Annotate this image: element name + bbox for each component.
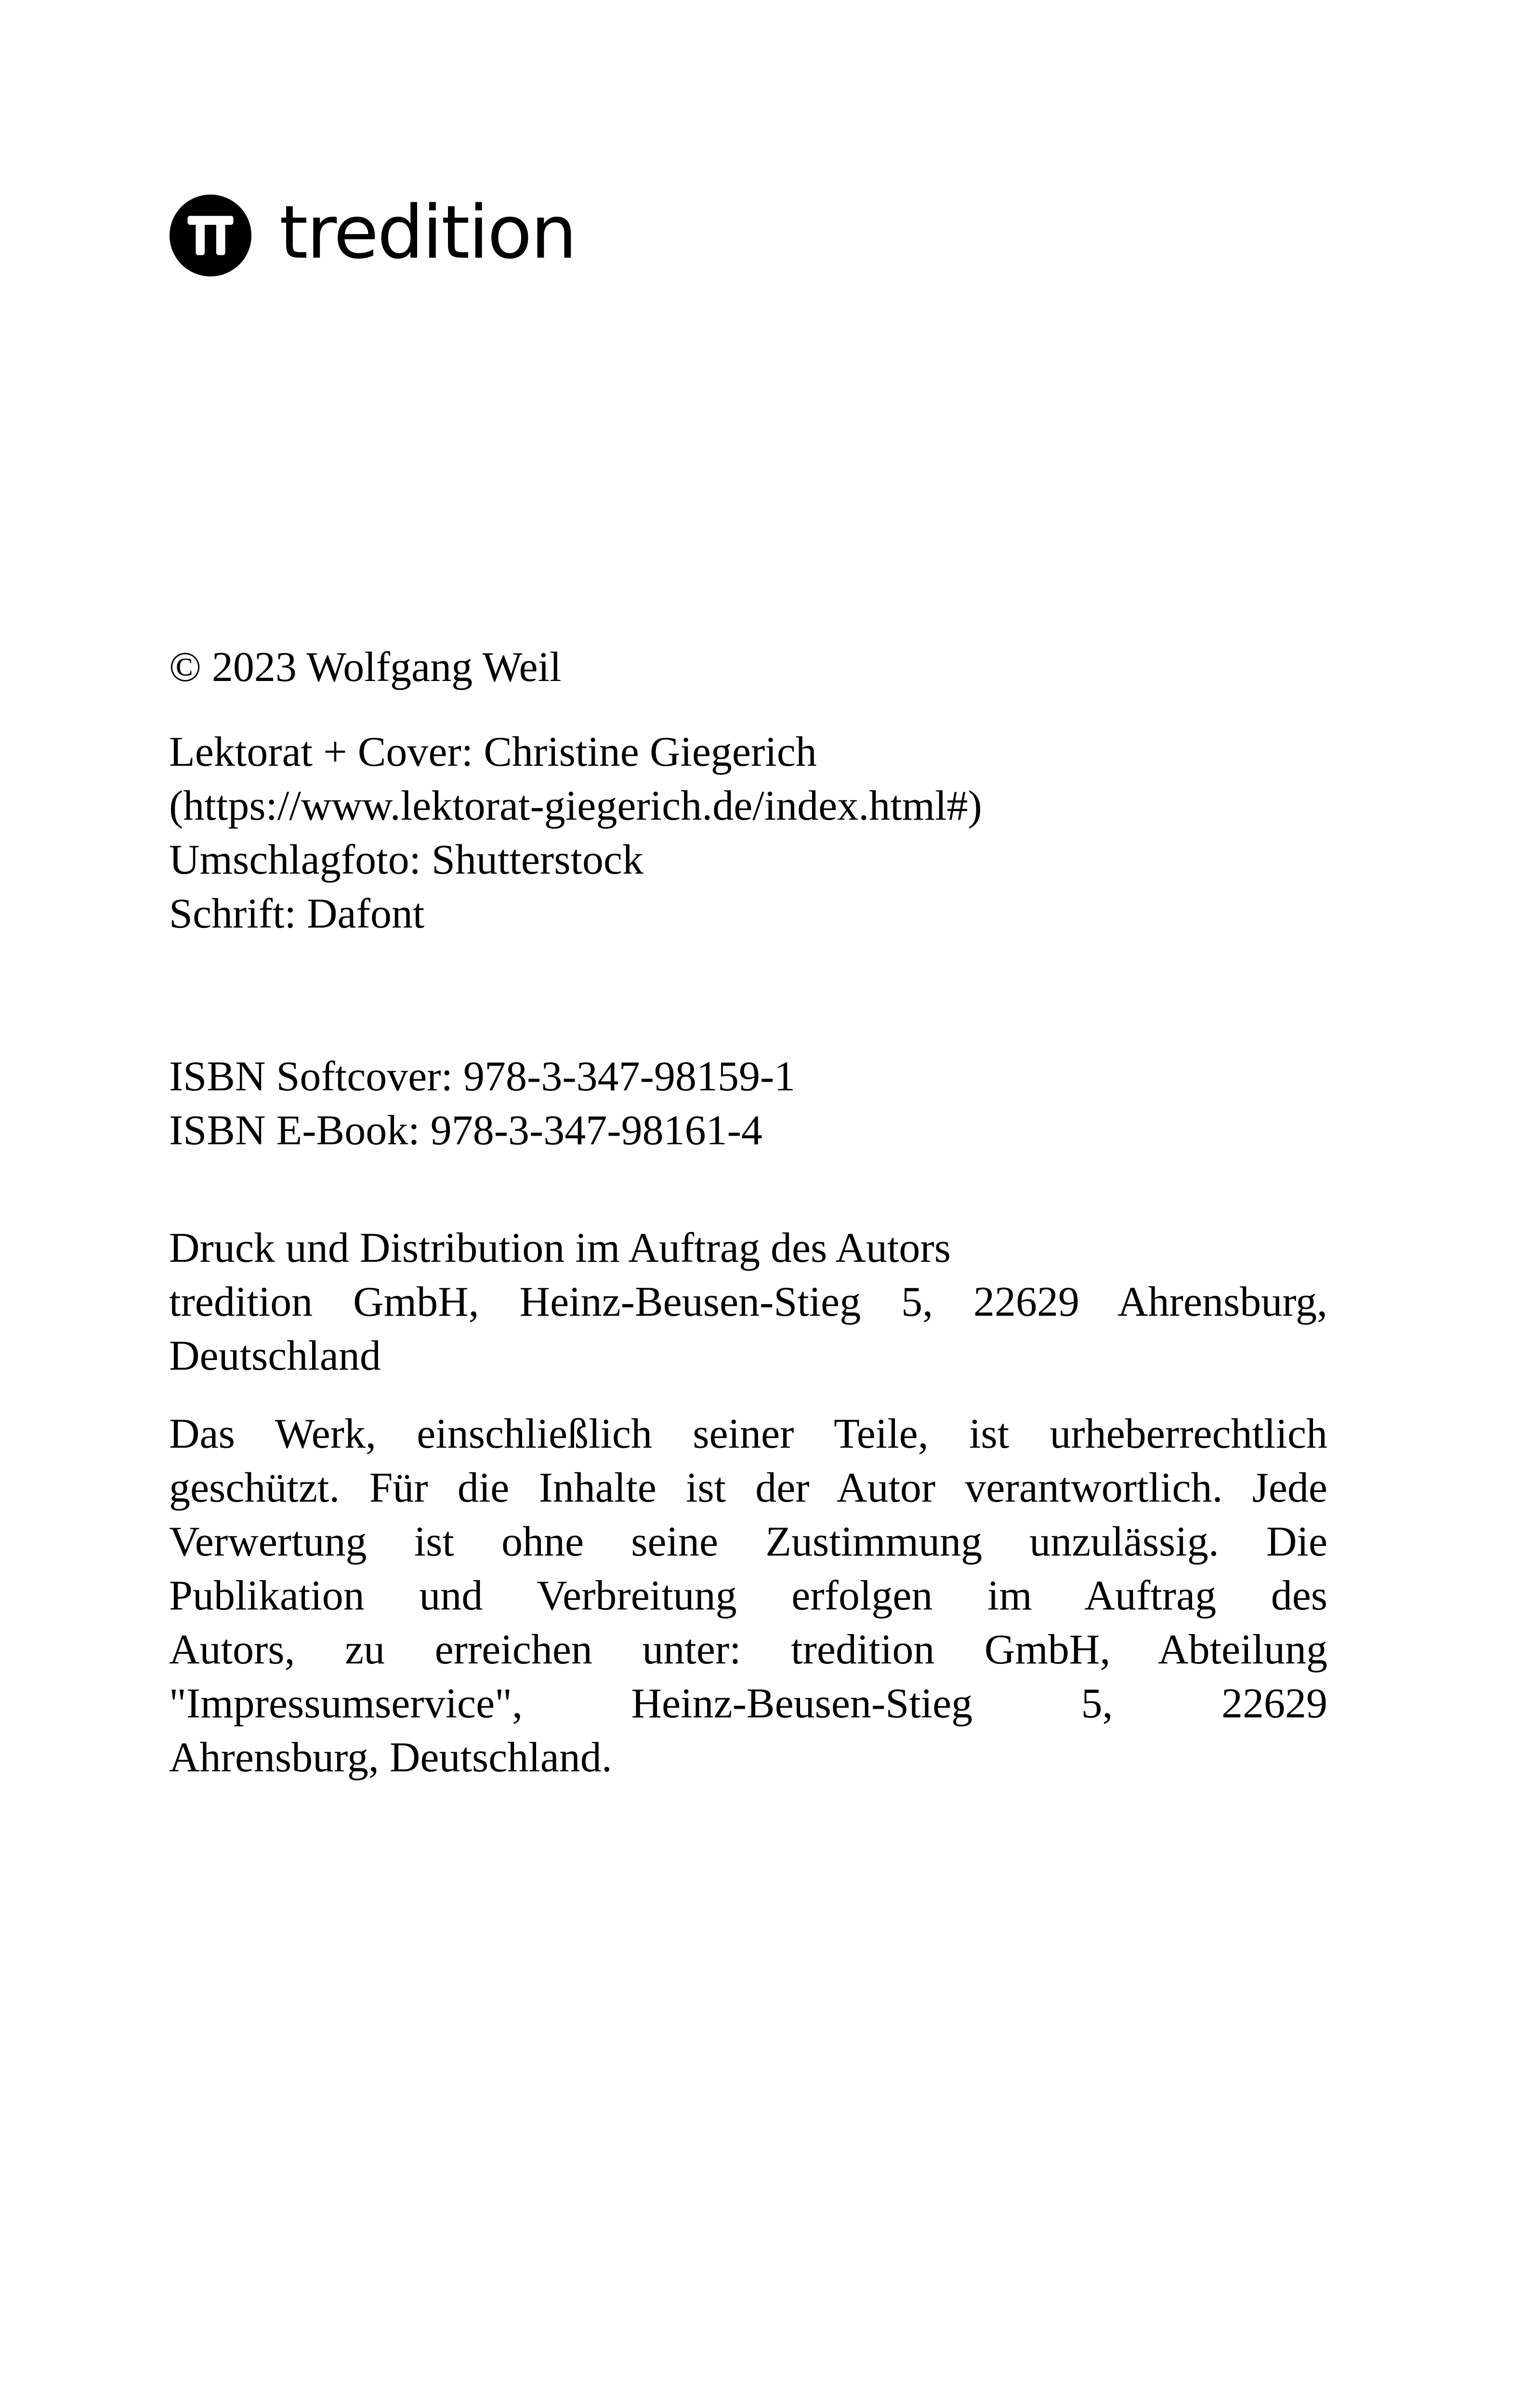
legal-line: Autors, zu erreichen unter: tredition GmbH, Abteilung: [169, 1626, 1327, 1673]
legal-line: "Impressumservice", Heinz-Beusen-Stieg 5, 22629: [169, 1680, 1327, 1727]
isbn-block: [169, 1050, 1327, 1158]
credits-line-font: Schrift: Dafont: [169, 890, 425, 937]
legal-line: Verwertung ist ohne seine Zustimmung unzulässig. Die: [169, 1518, 1327, 1565]
isbn-ebook: ISBN E-Book: 978-3-347-98161-4: [169, 1107, 762, 1154]
tredition-logo-icon: [170, 195, 251, 276]
legal-line: Das Werk, einschließlich seiner Teile, ist urheberrechtlich: [169, 1411, 1327, 1457]
credits-block: [169, 725, 1327, 941]
distribution-line: Druck und Distribution im Auftrag des Autors: [169, 1225, 951, 1271]
legal-notice: [169, 1407, 1327, 1785]
credits-line-cover-photo: Umschlagfoto: Shutterstock: [169, 837, 643, 883]
copyright-notice: [169, 641, 1327, 694]
publisher-logo: [170, 190, 576, 276]
copyright-line: © 2023 Wolfgang Weil: [169, 644, 562, 691]
isbn-softcover: ISBN Softcover: 978-3-347-98159-1: [169, 1053, 796, 1100]
distribution-country-line: Deutschland: [169, 1333, 381, 1379]
legal-line: Ahrensburg, Deutschland.: [169, 1734, 612, 1781]
distribution-address-line: tredition GmbH, Heinz-Beusen-Stieg 5, 22629 Ahrensburg,: [169, 1279, 1327, 1325]
legal-line: geschützt. Für die Inhalte ist der Autor verantwortlich. Jede: [169, 1465, 1327, 1511]
credits-line-editing: Lektorat + Cover: Christine Giegerich: [169, 729, 817, 775]
legal-line: Publikation und Verbreitung erfolgen im Auftrag des: [169, 1572, 1327, 1619]
publisher-logo-text: tredition: [279, 190, 576, 275]
credits-line-url: (https://www.lektorat-giegerich.de/index.html#): [169, 783, 982, 829]
distribution-block: [169, 1221, 1327, 1383]
